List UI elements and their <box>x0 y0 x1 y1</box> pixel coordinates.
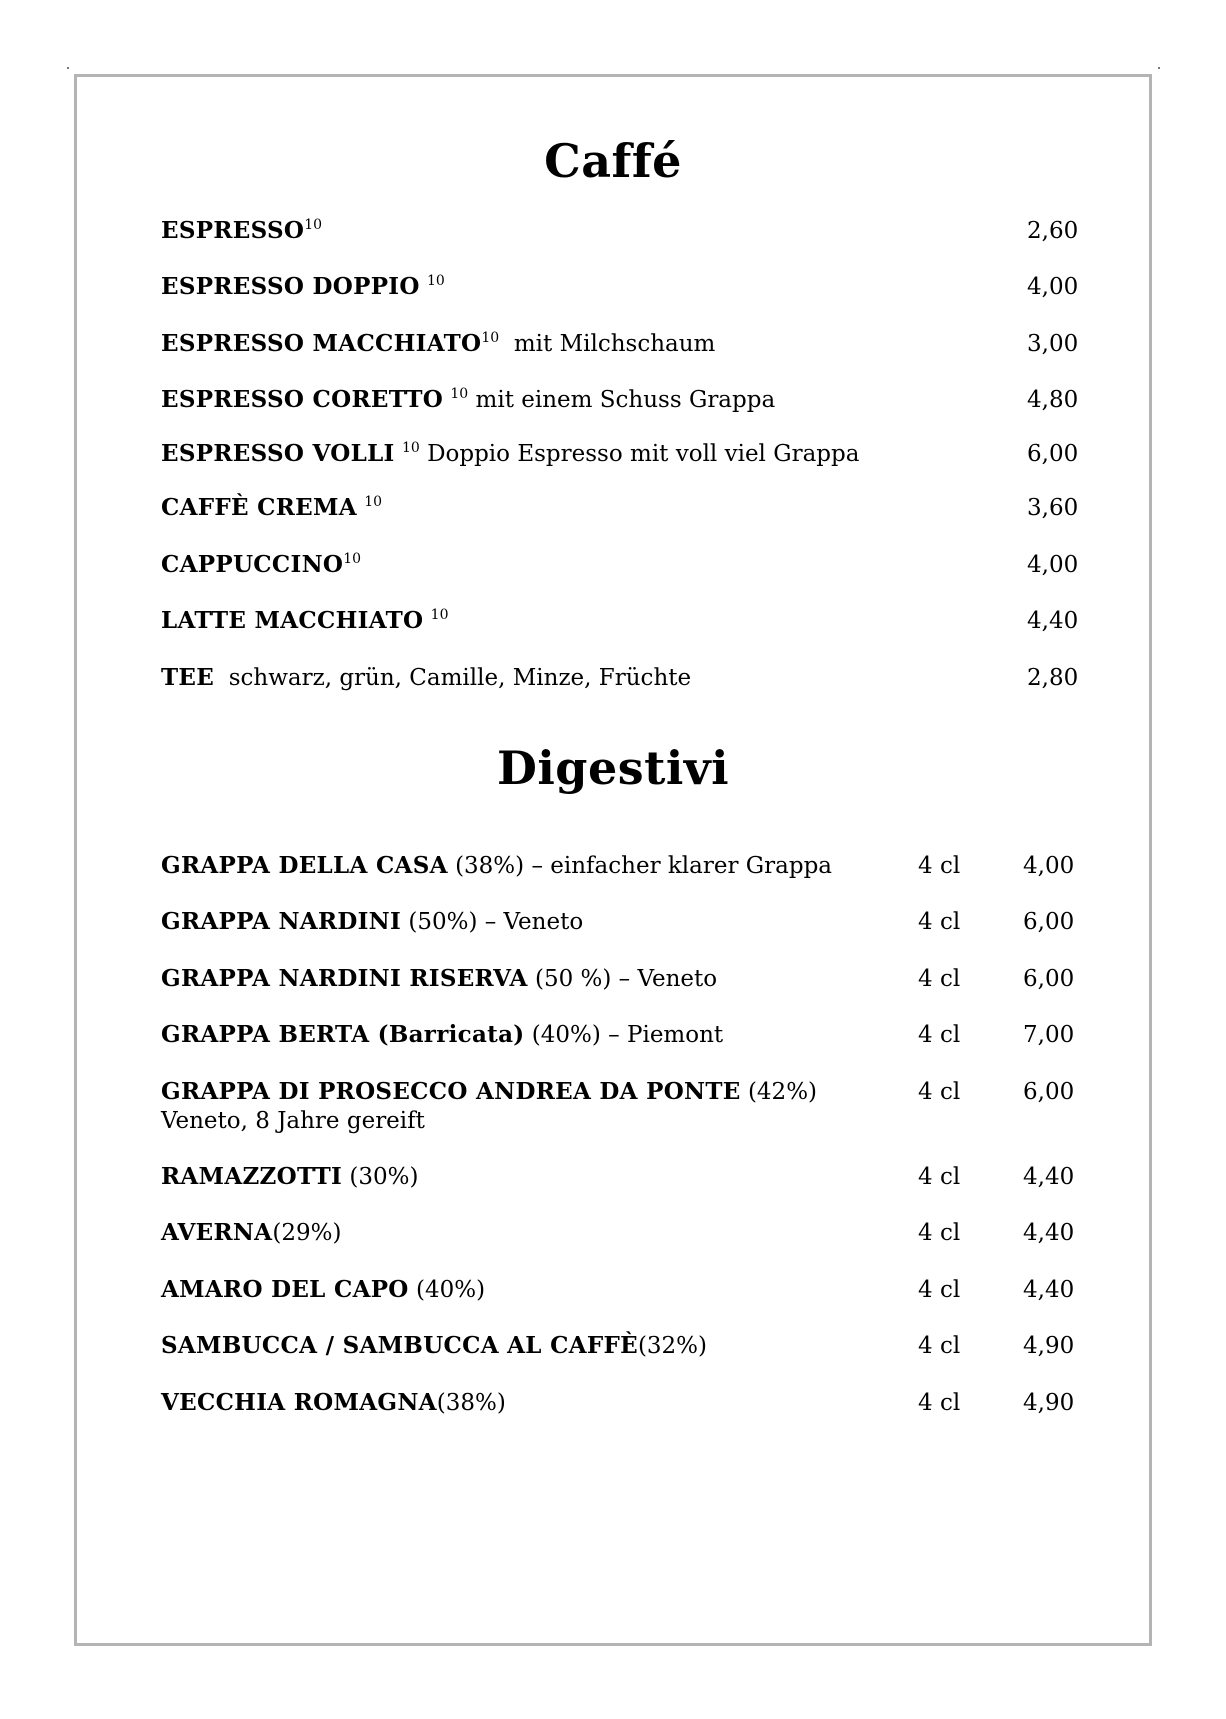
menu-item <box>161 1219 1121 1248</box>
item-quantity: 4 cl <box>918 1022 961 1048</box>
item-footnote: 10 <box>364 494 383 510</box>
item-name: CAFFÈ CREMA <box>161 494 357 521</box>
menu-item <box>161 440 1121 469</box>
item-quantity: 4 cl <box>918 1333 961 1359</box>
item-name: GRAPPA NARDINI <box>161 908 402 935</box>
item-price: 6,00 <box>1023 909 1075 935</box>
menu-item <box>161 330 1121 359</box>
item-price: 4,90 <box>1023 1390 1075 1416</box>
item-name: ESPRESSO MACCHIATO <box>161 330 482 357</box>
item-description: (50 %) – Veneto <box>534 966 718 992</box>
menu-item <box>161 1332 1121 1361</box>
item-description: (38%) – einfacher klarer Grappa <box>455 853 833 879</box>
item-footnote: 10 <box>481 330 500 346</box>
item-price: 4,40 <box>1023 1277 1075 1303</box>
item-quantity: 4 cl <box>918 1220 961 1246</box>
item-name: GRAPPA DI PROSECCO ANDREA DA PONTE <box>161 1078 741 1105</box>
item-quantity: 4 cl <box>918 853 961 879</box>
item-description: (38%) <box>436 1390 506 1416</box>
item-description: (50%) – Veneto <box>408 909 584 935</box>
item-name: AVERNA <box>161 1219 273 1246</box>
item-footnote: 10 <box>343 551 362 567</box>
item-price: 4,40 <box>1023 1220 1075 1246</box>
item-description: (30%) <box>349 1164 419 1190</box>
item-name: RAMAZZOTTI <box>161 1163 343 1190</box>
menu-item <box>161 607 1121 636</box>
item-footnote: 10 <box>401 440 420 456</box>
menu-item <box>161 386 1121 415</box>
item-name: LATTE MACCHIATO <box>161 607 424 634</box>
item-name: TEE <box>161 664 215 691</box>
item-name: CAPPUCCINO <box>161 551 344 578</box>
item-description: (32%) <box>637 1333 708 1359</box>
item-price: 6,00 <box>1023 1079 1075 1105</box>
menu-item <box>161 1389 1121 1418</box>
item-footnote: 10 <box>450 386 469 402</box>
item-description: (40%) – Piemont <box>531 1022 724 1048</box>
item-footnote: 10 <box>430 607 449 623</box>
item-quantity: 4 cl <box>918 1079 961 1105</box>
item-price: 6,00 <box>1027 441 1079 467</box>
item-description: (40%) <box>415 1277 486 1303</box>
item-price: 4,40 <box>1027 608 1079 634</box>
item-footnote: 10 <box>427 273 445 289</box>
menu-item <box>161 852 1121 881</box>
menu-item <box>161 494 1121 523</box>
item-price: 4,80 <box>1027 387 1079 413</box>
menu-item <box>161 217 1121 246</box>
menu-item <box>161 1276 1121 1305</box>
item-name: VECCHIA ROMAGNA <box>161 1389 437 1416</box>
menu-item <box>161 664 1121 693</box>
item-name: GRAPPA BERTA (Barricata) <box>161 1021 525 1048</box>
item-description: mit einem Schuss Grappa <box>475 387 776 413</box>
item-name: GRAPPA NARDINI RISERVA <box>161 965 528 992</box>
item-description: mit Milchschaum <box>513 331 716 357</box>
menu-item <box>161 273 1121 302</box>
menu-item <box>161 1078 1121 1136</box>
menu-item <box>161 908 1121 937</box>
item-description: (29%) <box>272 1220 342 1246</box>
item-name: GRAPPA DELLA CASA <box>161 852 448 879</box>
item-footnote: 10 <box>304 217 323 233</box>
item-description: Doppio Espresso mit voll viel Grappa <box>427 441 860 467</box>
item-quantity: 4 cl <box>918 1390 961 1416</box>
item-name: ESPRESSO VOLLI <box>161 440 395 467</box>
item-price: 4,00 <box>1027 274 1079 300</box>
item-quantity: 4 cl <box>918 966 961 992</box>
item-price: 6,00 <box>1023 966 1075 992</box>
item-description-line2: Veneto, 8 Jahre gereift <box>161 1107 425 1134</box>
menu-item <box>161 1163 1121 1192</box>
item-quantity: 4 cl <box>918 1164 961 1190</box>
item-price: 4,00 <box>1023 853 1075 879</box>
item-name: ESPRESSO <box>161 217 305 244</box>
item-price: 3,60 <box>1027 495 1079 521</box>
item-description: (42%) <box>747 1079 818 1105</box>
item-price: 4,40 <box>1023 1164 1075 1190</box>
item-price: 4,90 <box>1023 1333 1075 1359</box>
menu-item <box>161 965 1121 994</box>
item-price: 4,00 <box>1027 552 1079 578</box>
item-name: AMARO DEL CAPO <box>161 1276 409 1303</box>
menu-item <box>161 1021 1121 1050</box>
section-title-digestivi: Digestivi <box>496 741 730 795</box>
item-quantity: 4 cl <box>918 1277 961 1303</box>
item-price: 3,00 <box>1027 331 1079 357</box>
item-name: ESPRESSO DOPPIO <box>161 273 420 300</box>
corner-mark <box>67 67 69 69</box>
section-title-caffe: Caffé <box>544 134 682 188</box>
corner-mark <box>1158 67 1160 69</box>
item-description: schwarz, grün, Camille, Minze, Früchte <box>228 665 692 691</box>
item-name: SAMBUCCA / SAMBUCCA AL CAFFÈ <box>161 1332 638 1359</box>
item-price: 7,00 <box>1023 1022 1075 1048</box>
item-price: 2,80 <box>1027 665 1079 691</box>
menu-item <box>161 551 1121 580</box>
item-name: ESPRESSO CORETTO <box>161 386 444 413</box>
item-quantity: 4 cl <box>918 909 961 935</box>
item-price: 2,60 <box>1027 218 1079 244</box>
